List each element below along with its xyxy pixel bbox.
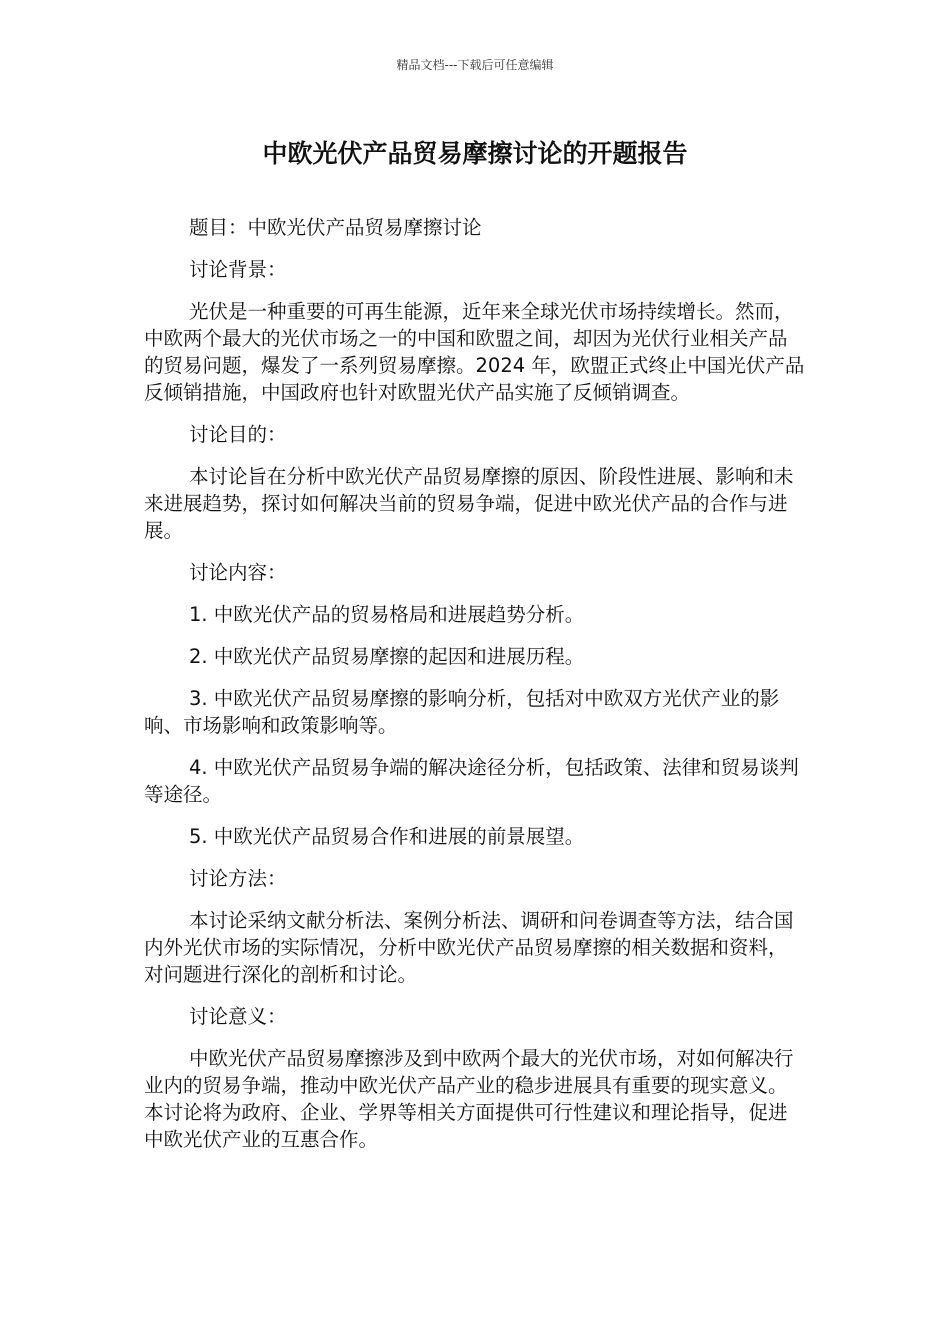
header-note: 精品文档---下载后可任意编辑 xyxy=(396,58,554,72)
section-heading-significance: 讨论意义： xyxy=(189,1005,287,1028)
content-item-3: 3. 中欧光伏产品贸易摩擦的影响分析，包括对中欧双方光伏产业的影响、市场影响和政策影响等。 xyxy=(144,687,780,737)
content-item-4: 4. 中欧光伏产品贸易争端的解决途径分析，包括政策、法律和贸易谈判等途径。 xyxy=(144,756,799,806)
document-body xyxy=(144,214,806,1168)
method-paragraph: 本讨论采纳文献分析法、案例分析法、调研和问卷调查等方法，结合国内外光伏市场的实际情况，分析中欧光伏产品贸易摩擦的相关数据和资料，对问题进行深化的剖析和讨论。 xyxy=(144,909,794,986)
content-item-5: 5. 中欧光伏产品贸易合作和进展的前景展望。 xyxy=(189,825,585,848)
section-heading-content: 讨论内容： xyxy=(189,561,287,584)
section-heading-method: 讨论方法： xyxy=(189,867,287,890)
document-title: 中欧光伏产品贸易摩擦讨论的开题报告 xyxy=(262,139,688,168)
background-paragraph: 光伏是一种重要的可再生能源，近年来全球光伏市场持续增长。然而，中欧两个最大的光伏市场之一的中国和欧盟之间，却因为光伏行业相关产品的贸易问题，爆发了一系列贸易摩擦。2024 年，欧盟正式终止中国光伏产品反倾销措施，中国政府也针对欧盟光伏产品实施了反倾销调查。 xyxy=(144,300,805,404)
content-item-2: 2. 中欧光伏产品贸易摩擦的起因和进展历程。 xyxy=(189,645,585,668)
topic-line: 题目：中欧光伏产品贸易摩擦讨论 xyxy=(189,216,482,239)
section-heading-background: 讨论背景： xyxy=(189,258,287,281)
purpose-paragraph: 本讨论旨在分析中欧光伏产品贸易摩擦的原因、阶段性进展、影响和未来进展趋势，探讨如何解决当前的贸易争端，促进中欧光伏产品的合作与进展。 xyxy=(144,465,794,542)
section-heading-purpose: 讨论目的： xyxy=(189,423,287,446)
significance-paragraph: 中欧光伏产品贸易摩擦涉及到中欧两个最大的光伏市场，对如何解决行业内的贸易争端，推动中欧光伏产品产业的稳步进展具有重要的现实意义。本讨论将为政府、企业、学界等相关方面提供可行性建议和理论指导，促进中欧光伏产业的互惠合作。 xyxy=(144,1047,794,1151)
content-item-1: 1. 中欧光伏产品的贸易格局和进展趋势分析。 xyxy=(189,603,585,626)
